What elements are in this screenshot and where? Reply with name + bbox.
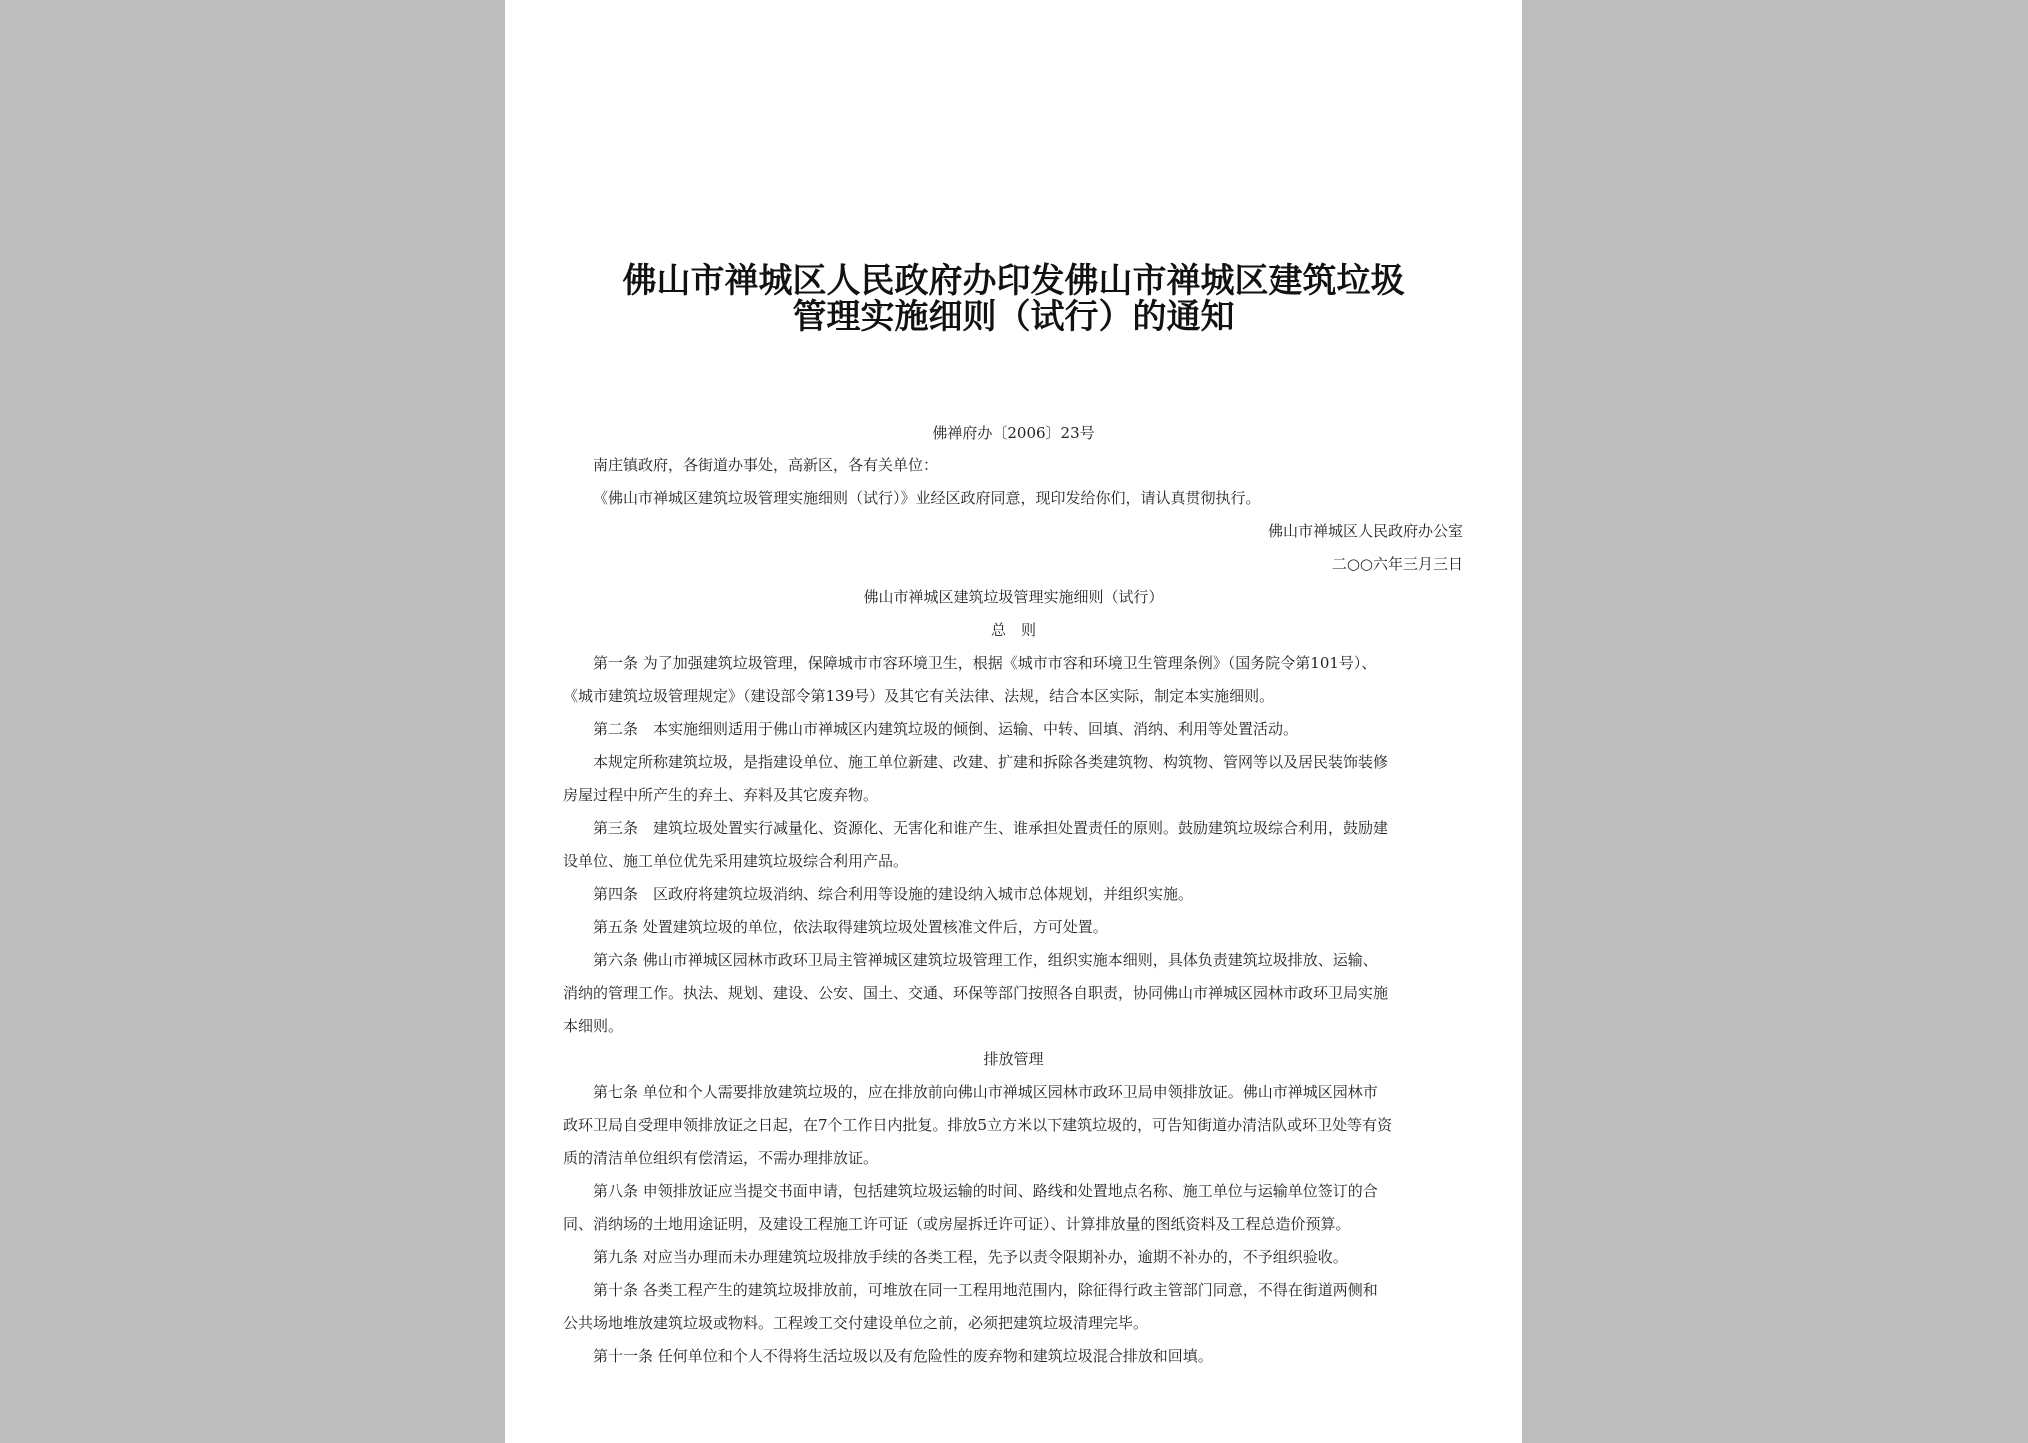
issue-date: 二○○六年三月三日 [1331, 555, 1463, 573]
article-7-line-2: 政环卫局自受理申领排放证之日起，在7个工作日内批复。排放5立方米以下建筑垃圾的，可告知街道办清洁队或环卫处等有资 [563, 1116, 1393, 1134]
article-10-line-2: 公共场地堆放建筑垃圾或物料。工程竣工交付建设单位之前，必须把建筑垃圾清理完毕。 [563, 1314, 1149, 1332]
article-3-line-2: 设单位、施工单位优先采用建筑垃圾综合利用产品。 [563, 852, 909, 870]
article-8-line-1: 第八条 申领排放证应当提交书面申请，包括建筑垃圾运输的时间、路线和处置地点名称、施工单位与运输单位签订的合 [593, 1182, 1378, 1200]
document-title-line2: 管理实施细则（试行）的通知 [792, 297, 1235, 337]
article-1-line-2: 《城市建筑垃圾管理规定》（建设部令第139号）及其它有关法律、法规，结合本区实际，制定本实施细则。 [563, 687, 1275, 705]
article-6-line-1: 第六条 佛山市禅城区园林市政环卫局主管禅城区建筑垃圾管理工作，组织实施本细则，具体负责建筑垃圾排放、运输、 [593, 951, 1378, 969]
article-4: 第四条 区政府将建筑垃圾消纳、综合利用等设施的建设纳入城市总体规划，并组织实施。 [593, 885, 1194, 903]
article-11: 第十一条 任何单位和个人不得将生活垃圾以及有危险性的废弃物和建筑垃圾混合排放和回填。 [593, 1347, 1213, 1365]
section-heading-discharge: 排放管理 [983, 1050, 1044, 1068]
article-7-line-3: 质的清洁单位组织有偿清运，不需办理排放证。 [563, 1149, 879, 1167]
document-title-line1: 佛山市禅城区人民政府办印发佛山市禅城区建筑垃圾 [622, 261, 1405, 301]
definition-line-1: 本规定所称建筑垃圾，是指建设单位、施工单位新建、改建、扩建和拆除各类建筑物、构筑物、管网等以及居民装饰装修 [593, 753, 1389, 771]
issuer: 佛山市禅城区人民政府办公室 [1267, 522, 1463, 540]
article-8-line-2: 同、消纳场的土地用途证明，及建设工程施工许可证（或房屋拆迁许可证）、计算排放量的图纸资料及工程总造价预算。 [563, 1215, 1351, 1233]
document-page [505, 0, 1522, 1443]
article-9: 第九条 对应当办理而未办理建筑垃圾排放手续的各类工程，先予以责令限期补办，逾期不补办的，不予组织验收。 [593, 1248, 1348, 1266]
rules-title: 佛山市禅城区建筑垃圾管理实施细则（试行） [863, 588, 1164, 606]
section-heading-general: 总 则 [990, 621, 1036, 639]
article-7-line-1: 第七条 单位和个人需要排放建筑垃圾的，应在排放前向佛山市禅城区园林市政环卫局申领排放证。佛山市禅城区园林市 [593, 1083, 1378, 1101]
article-5: 第五条 处置建筑垃圾的单位，依法取得建筑垃圾处置核准文件后，方可处置。 [593, 918, 1108, 936]
article-2: 第二条 本实施细则适用于佛山市禅城区内建筑垃圾的倾倒、运输、中转、回填、消纳、利用等处置活动。 [593, 720, 1299, 738]
article-1-line-1: 第一条 为了加强建筑垃圾管理，保障城市市容环境卫生，根据《城市市容和环境卫生管理条例》（国务院令第101号）、 [593, 654, 1377, 672]
article-3-line-1: 第三条 建筑垃圾处置实行减量化、资源化、无害化和谁产生、谁承担处置责任的原则。鼓励建筑垃圾综合利用，鼓励建 [593, 819, 1389, 837]
article-6-line-3: 本细则。 [563, 1017, 624, 1035]
article-6-line-2: 消纳的管理工作。执法、规划、建设、公安、国土、交通、环保等部门按照各自职责，协同佛山市禅城区园林市政环卫局实施 [563, 984, 1389, 1002]
article-10-line-1: 第十条 各类工程产生的建筑垃圾排放前，可堆放在同一工程用地范围内，除征得行政主管部门同意，不得在街道两侧和 [593, 1281, 1378, 1299]
intro-paragraph: 《佛山市禅城区建筑垃圾管理实施细则（试行）》业经区政府同意，现印发给你们，请认真贯彻执行。 [593, 489, 1261, 507]
addressees: 南庄镇政府，各街道办事处，高新区，各有关单位： [593, 456, 939, 474]
definition-line-2: 房屋过程中所产生的弃土、弃料及其它废弃物。 [563, 786, 879, 804]
document-number: 佛禅府办〔2006〕23号 [932, 424, 1095, 442]
